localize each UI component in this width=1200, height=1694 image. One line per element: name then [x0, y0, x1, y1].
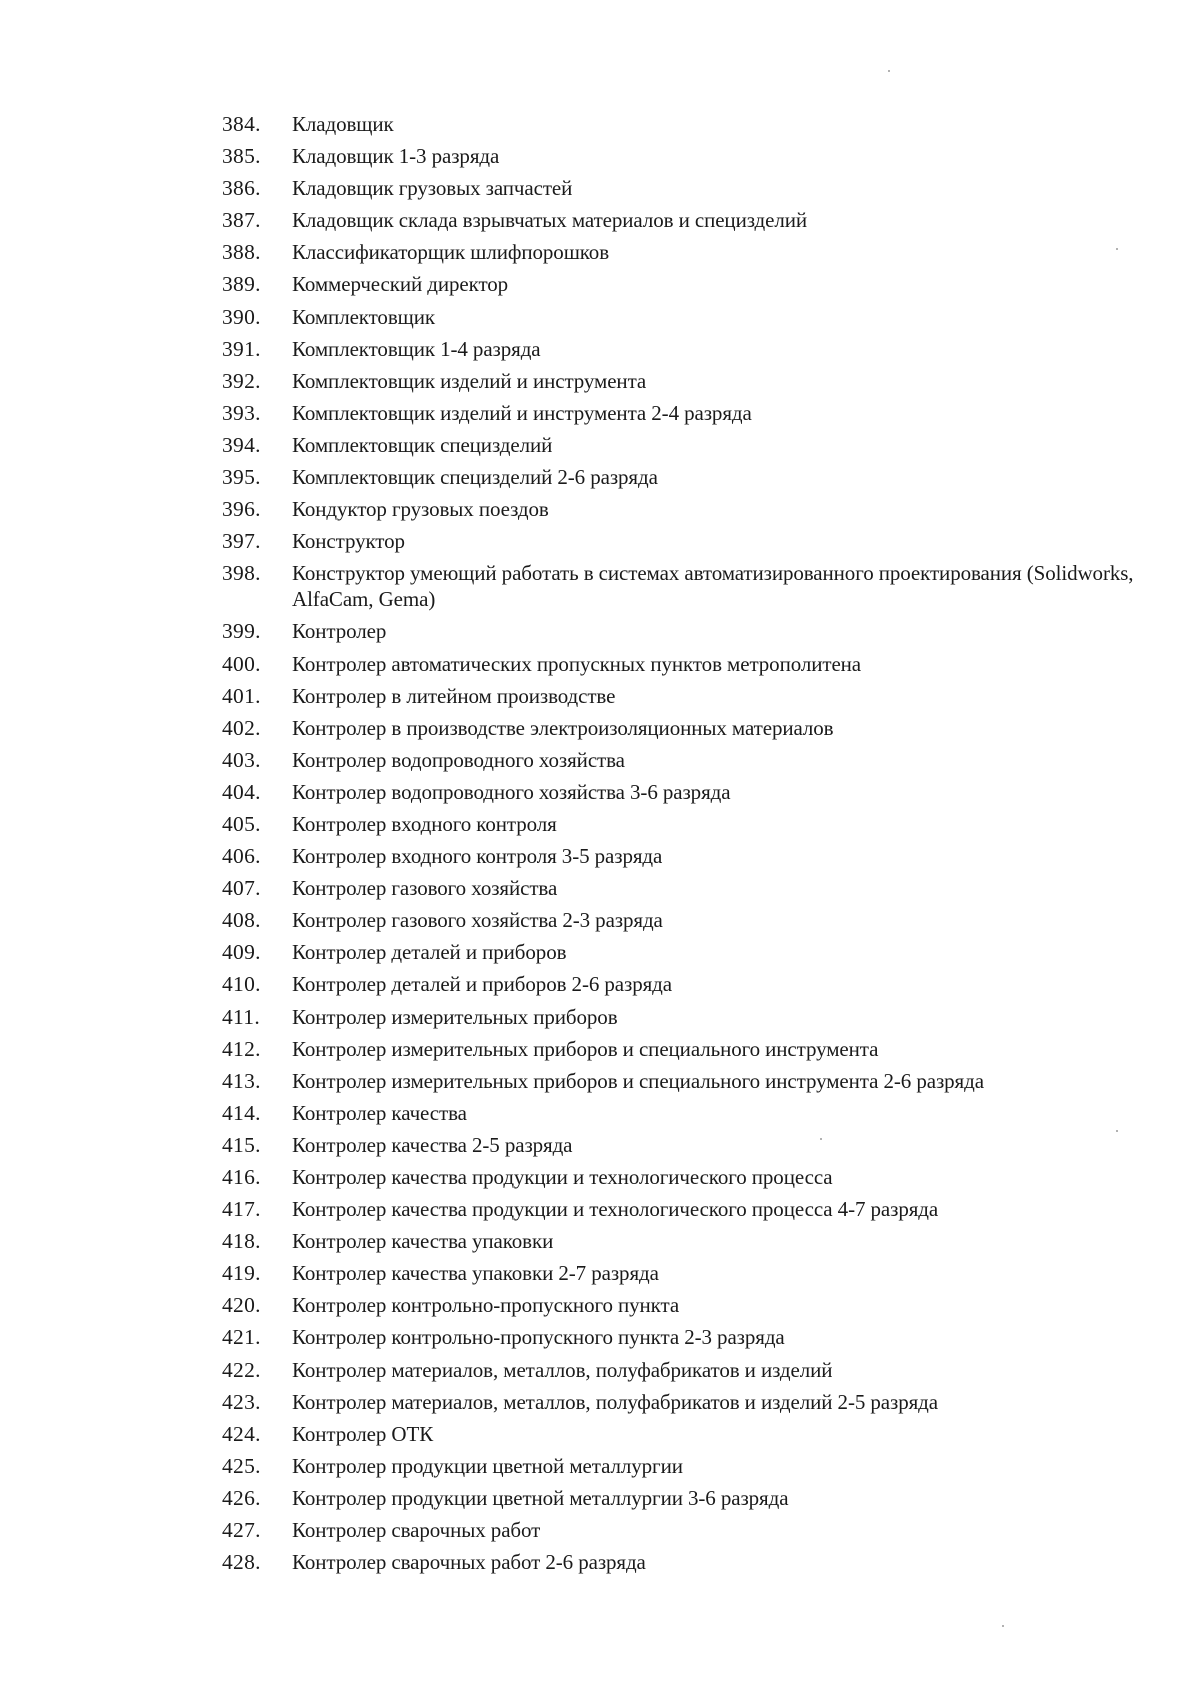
- item-number: 425.: [222, 1453, 261, 1478]
- item-number: 427.: [222, 1518, 261, 1543]
- item-number: 428.: [222, 1550, 261, 1575]
- list-item: [222, 1357, 1142, 1383]
- list-item: [222, 1100, 1142, 1126]
- list-item: [222, 1132, 1142, 1158]
- item-number: 415.: [222, 1132, 261, 1157]
- profession-title: Контролер измерительных приборов: [292, 1004, 618, 1029]
- item-number: 392.: [222, 368, 261, 393]
- list-item: [222, 1292, 1142, 1318]
- list-item: [222, 175, 1142, 201]
- item-number: 407.: [222, 876, 261, 901]
- list-item: [222, 560, 1142, 612]
- profession-title: Контролер водопроводного хозяйства 3-6 разряда: [292, 779, 731, 804]
- item-number: 399.: [222, 619, 261, 644]
- item-number: 412.: [222, 1036, 261, 1061]
- item-number: 426.: [222, 1485, 261, 1510]
- list-item: [222, 1389, 1142, 1415]
- item-number: 391.: [222, 336, 261, 361]
- item-number: 390.: [222, 304, 261, 329]
- item-number: 406.: [222, 844, 261, 869]
- item-number: 404.: [222, 779, 261, 804]
- item-number: 409.: [222, 940, 261, 965]
- list-item: [222, 683, 1142, 709]
- list-item: [222, 939, 1142, 965]
- item-number: 423.: [222, 1389, 261, 1414]
- profession-title: Кладовщик 1-3 разряда: [292, 144, 500, 169]
- list-item: [222, 811, 1142, 837]
- list-item: [222, 271, 1142, 297]
- item-number: 408.: [222, 908, 261, 933]
- list-item: [222, 715, 1142, 741]
- list-item: [222, 971, 1142, 997]
- profession-title: Контролер входного контроля 3-5 разряда: [292, 844, 663, 869]
- profession-title: Контролер измерительных приборов и специального инструмента: [292, 1036, 879, 1061]
- item-number: 410.: [222, 972, 261, 997]
- item-number: 421.: [222, 1325, 261, 1350]
- list-item: [222, 143, 1142, 169]
- item-number: 414.: [222, 1100, 261, 1125]
- list-item: [222, 1421, 1142, 1447]
- profession-title: Конструктор: [292, 529, 405, 554]
- list-item: [222, 747, 1142, 773]
- item-number: 385.: [222, 144, 261, 169]
- item-number: 402.: [222, 715, 261, 740]
- list-item: [222, 111, 1142, 137]
- profession-title: Контролер контрольно-пропускного пункта: [292, 1293, 680, 1318]
- list-item: [222, 875, 1142, 901]
- item-number: 411.: [222, 1004, 261, 1029]
- list-item: [222, 1004, 1142, 1030]
- list-item: [222, 496, 1142, 522]
- profession-title: Кладовщик: [292, 112, 394, 136]
- profession-title: Контролер автоматических пропускных пунктов метрополитена: [292, 651, 862, 676]
- profession-title: Контролер измерительных приборов и специального инструмента 2-6 разряда: [292, 1068, 984, 1093]
- profession-title: Контролер качества продукции и технологического процесса 4-7 разряда: [292, 1197, 939, 1222]
- profession-title: Контролер деталей и приборов: [292, 940, 567, 965]
- list-item: [222, 1517, 1142, 1543]
- item-number: 422.: [222, 1357, 261, 1382]
- list-item: [222, 1260, 1142, 1286]
- list-item: [222, 1228, 1142, 1254]
- list-item: [222, 1324, 1142, 1350]
- profession-title: Кладовщик грузовых запчастей: [292, 176, 573, 201]
- item-number: 418.: [222, 1229, 261, 1254]
- profession-title: Контролер водопроводного хозяйства: [292, 747, 625, 772]
- item-number: 416.: [222, 1165, 261, 1189]
- item-number: 389.: [222, 272, 261, 297]
- item-number: 417.: [222, 1197, 261, 1222]
- list-item: [222, 651, 1142, 677]
- profession-title: Контролер в производстве электроизоляционных материалов: [292, 715, 834, 740]
- list-item: [222, 304, 1142, 330]
- profession-title: Контролер контрольно-пропускного пункта 2-3 разряда: [292, 1325, 785, 1350]
- item-number: 424.: [222, 1421, 261, 1446]
- item-number: 419.: [222, 1261, 261, 1286]
- profession-title: Кладовщик склада взрывчатых материалов и специзделий: [292, 208, 807, 233]
- profession-title: Контролер газового хозяйства: [292, 876, 558, 901]
- profession-title: Кондуктор грузовых поездов: [292, 497, 549, 522]
- profession-title: Комплектовщик: [292, 304, 435, 329]
- profession-title: Контролер материалов, металлов, полуфабрикатов и изделий 2-5 разряда: [292, 1389, 938, 1414]
- item-number: 405.: [222, 811, 261, 836]
- list-item: [222, 779, 1142, 805]
- list-item: [222, 1164, 1142, 1190]
- profession-title: Коммерческий директор: [292, 272, 509, 297]
- profession-title: Контролер качества: [292, 1100, 467, 1125]
- profession-title: Контролер: [292, 619, 387, 644]
- item-number: 395.: [222, 465, 261, 490]
- profession-title: Комплектовщик специзделий 2-6 разряда: [292, 465, 658, 490]
- profession-title: Комплектовщик изделий и инструмента 2-4 разряда: [292, 400, 752, 425]
- list-item: [222, 400, 1142, 426]
- list-item: [222, 1196, 1142, 1222]
- list-item: [222, 1036, 1142, 1062]
- profession-list: [222, 111, 1142, 1581]
- profession-title: Классификаторщик шлифпорошков: [292, 240, 610, 265]
- item-number: 396.: [222, 497, 261, 522]
- profession-title: Контролер продукции цветной металлургии: [292, 1453, 683, 1478]
- profession-title: Контролер качества продукции и технологического процесса: [292, 1165, 833, 1189]
- list-item: [222, 368, 1142, 394]
- profession-title: Конструктор умеющий работать в системах автоматизированного проектирования (Solidworks, AlfaCam, Gema): [292, 561, 1134, 612]
- profession-title: Комплектовщик 1-4 разряда: [292, 336, 541, 361]
- list-item: [222, 207, 1142, 233]
- profession-title: Контролер продукции цветной металлургии 3-6 разряда: [292, 1485, 789, 1510]
- item-number: 393.: [222, 400, 261, 425]
- list-item: [222, 432, 1142, 458]
- profession-title: Комплектовщик специзделий: [292, 432, 553, 457]
- list-item: [222, 528, 1142, 554]
- list-item: [222, 1453, 1142, 1479]
- item-number: 400.: [222, 651, 261, 676]
- item-number: 397.: [222, 529, 261, 554]
- scan-speck: [888, 70, 890, 72]
- profession-title: Контролер сварочных работ: [292, 1518, 541, 1543]
- profession-title: Контролер качества упаковки: [292, 1229, 554, 1254]
- profession-title: Контролер входного контроля: [292, 811, 557, 836]
- item-number: 388.: [222, 240, 261, 265]
- list-item: [222, 1549, 1142, 1575]
- item-number: 403.: [222, 747, 261, 772]
- profession-title: Контролер качества 2-5 разряда: [292, 1132, 573, 1157]
- item-number: 384.: [222, 112, 261, 136]
- item-number: 398.: [222, 561, 261, 586]
- profession-title: Комплектовщик изделий и инструмента: [292, 368, 647, 393]
- list-item: [222, 464, 1142, 490]
- list-item: [222, 336, 1142, 362]
- profession-title: Контролер деталей и приборов 2-6 разряда: [292, 972, 672, 997]
- profession-title: Контролер сварочных работ 2-6 разряда: [292, 1550, 646, 1575]
- list-item: [222, 239, 1142, 265]
- item-number: 401.: [222, 683, 261, 708]
- item-number: 420.: [222, 1293, 261, 1318]
- item-number: 387.: [222, 208, 261, 233]
- list-item: [222, 1068, 1142, 1094]
- profession-title: Контролер в литейном производстве: [292, 683, 616, 708]
- profession-title: Контролер ОТК: [292, 1421, 434, 1446]
- item-number: 394.: [222, 432, 261, 457]
- item-number: 386.: [222, 176, 261, 201]
- list-item: [222, 843, 1142, 869]
- profession-title: Контролер качества упаковки 2-7 разряда: [292, 1261, 659, 1286]
- list-item: [222, 1485, 1142, 1511]
- list-item: [222, 907, 1142, 933]
- scan-speck: [1002, 1625, 1004, 1627]
- list-item: [222, 618, 1142, 644]
- item-number: 413.: [222, 1068, 261, 1093]
- profession-title: Контролер материалов, металлов, полуфабрикатов и изделий: [292, 1357, 833, 1382]
- profession-title: Контролер газового хозяйства 2-3 разряда: [292, 908, 663, 933]
